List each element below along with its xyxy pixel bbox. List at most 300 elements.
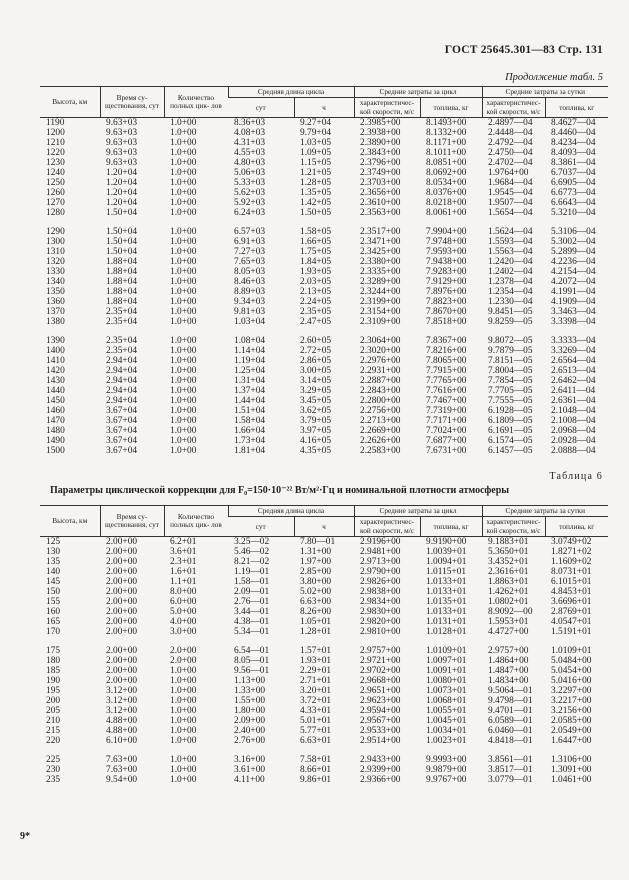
cell-cycle-fuel: 1.0073+01 (426, 686, 467, 697)
cell-cycle-fuel: 8.0376+00 (426, 188, 467, 199)
cell-cycles: 1.0+00 (170, 336, 197, 347)
table-row (40, 356, 608, 366)
cell-lifetime: 2.35+04 (106, 317, 138, 328)
cell-cycle-dv: 2.9830+00 (360, 607, 401, 618)
cell-day-fuel: 4.0547+01 (551, 617, 592, 628)
cell-cycle-days: 5.06+03 (234, 168, 266, 179)
cell-cycle-fuel: 7.8670+00 (426, 307, 467, 318)
cell-day-dv: 9.1883+01 (488, 537, 529, 548)
page-header: ГОСТ 25645.301—83 Стр. 131 (444, 44, 603, 56)
cell-cycle-fuel: 7.7915+00 (426, 366, 467, 377)
cell-cycle-dv: 2.9623+00 (360, 696, 401, 707)
cell-cycle-hours: 1.28+05 (300, 178, 332, 189)
cell-cycle-days: 3.25—02 (234, 537, 270, 548)
cell-cycle-fuel: 1.0094+01 (426, 557, 467, 568)
col-cycle-days: сут (228, 517, 294, 537)
cell-lifetime: 2.00+00 (106, 547, 138, 558)
cell-altitude: 1370 (46, 307, 65, 318)
cell-day-fuel: 4.2072—04 (551, 277, 596, 288)
cell-cycle-dv: 2.9721+00 (360, 656, 401, 667)
cell-cycles: 1.0+00 (170, 247, 197, 258)
cell-cycle-days: 7.27+03 (234, 247, 266, 258)
cell-altitude: 1290 (46, 227, 65, 238)
cell-altitude: 175 (46, 646, 61, 657)
cell-cycle-hours: 5.77+01 (300, 726, 332, 737)
cell-altitude: 1240 (46, 168, 65, 179)
cell-cycle-days: 9.81+03 (234, 307, 266, 318)
table-row (40, 158, 608, 168)
cell-altitude: 200 (46, 696, 61, 707)
cell-cycle-fuel: 7.9283+00 (426, 267, 467, 278)
cell-cycle-dv: 2.3020+00 (360, 346, 401, 357)
cell-day-fuel: 2.6462—04 (551, 376, 596, 387)
cell-cycle-dv: 2.9481+00 (360, 547, 401, 558)
cell-day-dv: 1.4864+00 (488, 656, 529, 667)
cell-cycle-hours: 3.14+05 (300, 376, 332, 387)
cell-day-dv: 1.4834+00 (488, 676, 529, 687)
cell-cycle-days: 2.76+00 (234, 736, 266, 747)
cell-cycle-days: 1.44+04 (234, 396, 266, 407)
cell-day-dv: 1.2378—04 (488, 277, 533, 288)
cell-cycles: 2.3+01 (170, 557, 197, 568)
table-row (40, 607, 608, 617)
cell-day-fuel: 6.7037—04 (551, 168, 596, 179)
cell-lifetime: 2.00+00 (106, 656, 138, 667)
cell-cycle-days: 1.19+04 (234, 356, 266, 367)
cell-day-dv: 2.4448—04 (488, 128, 533, 139)
cell-day-dv: 1.2402—04 (488, 267, 533, 278)
table-row (40, 775, 608, 785)
cell-altitude: 1330 (46, 267, 65, 278)
cell-cycles: 1.6+01 (170, 567, 197, 578)
table-row (40, 317, 608, 327)
table-row (40, 666, 608, 676)
cell-cycle-dv: 2.2713+00 (360, 416, 401, 427)
cell-altitude: 125 (46, 537, 61, 548)
cell-cycle-hours: 1.97+00 (300, 557, 332, 568)
cell-cycle-hours: 2.60+05 (300, 336, 332, 347)
cell-day-fuel: 2.6564—04 (551, 356, 596, 367)
cell-day-dv: 1.9764+00 (488, 168, 529, 179)
cell-cycle-fuel: 1.0131+01 (426, 617, 467, 628)
table-row (40, 547, 608, 557)
col-altitude: Высота, км (40, 506, 100, 537)
cell-cycles: 1.0+00 (170, 736, 197, 747)
cell-cycle-hours: 7.58+01 (300, 755, 332, 766)
cell-altitude: 1440 (46, 386, 65, 397)
table-row (40, 376, 608, 386)
cell-cycle-hours: 1.21+05 (300, 168, 332, 179)
cell-cycle-dv: 2.3425+00 (360, 247, 401, 258)
cell-cycles: 1.0+00 (170, 118, 197, 129)
cell-cycle-days: 1.13+00 (234, 676, 266, 687)
cell-cycles: 1.0+00 (170, 726, 197, 737)
cell-lifetime: 3.12+00 (106, 696, 138, 707)
col-day-dv: характеристичес- кой скорости, м/с (482, 98, 545, 118)
cell-cycles: 1.0+00 (170, 356, 197, 367)
cell-cycle-days: 8.05—01 (234, 656, 270, 667)
cell-day-dv: 6.1928—05 (488, 406, 533, 417)
cell-lifetime: 4.88+00 (106, 716, 138, 727)
cell-day-fuel: 1.6447+00 (551, 736, 592, 747)
cell-cycle-days: 5.33+03 (234, 178, 266, 189)
cell-day-dv: 2.3616+01 (488, 567, 529, 578)
cell-day-dv: 2.4792—04 (488, 138, 533, 149)
cell-day-fuel: 2.0968—04 (551, 426, 596, 437)
cell-cycle-fuel: 8.1011+00 (426, 148, 467, 159)
cell-cycles: 1.0+00 (170, 716, 197, 727)
cell-cycles: 1.0+00 (170, 376, 197, 387)
cell-cycle-fuel: 7.9748+00 (426, 237, 467, 248)
cell-cycle-hours: 5.01+01 (300, 716, 332, 727)
cell-cycle-hours: 3.20+01 (300, 686, 332, 697)
col-group-cycle-length: Средняя длина цикла (228, 87, 354, 98)
cell-cycle-days: 4.80+03 (234, 158, 266, 169)
cell-lifetime: 3.12+00 (106, 706, 138, 717)
cell-cycle-fuel: 1.0133+01 (426, 587, 467, 598)
cell-cycle-dv: 2.9366+00 (360, 775, 401, 786)
table-row (40, 426, 608, 436)
cell-altitude: 1260 (46, 188, 65, 199)
cell-cycles: 1.0+00 (170, 138, 197, 149)
cell-cycle-days: 1.66+04 (234, 426, 266, 437)
cell-cycles: 1.0+00 (170, 307, 197, 318)
cell-cycles: 1.0+00 (170, 158, 197, 169)
cell-cycle-hours: 1.31+00 (300, 547, 332, 558)
cell-cycle-dv: 2.3985+00 (360, 118, 401, 129)
table-row (40, 436, 608, 446)
cell-cycle-fuel: 1.0023+01 (426, 736, 467, 747)
table-row (40, 168, 608, 178)
cell-cycle-hours: 2.29+01 (300, 666, 332, 677)
cell-day-dv: 9.4701—01 (488, 706, 533, 717)
cell-altitude: 1230 (46, 158, 65, 169)
cell-cycles: 1.0+00 (170, 287, 197, 298)
cell-day-fuel: 5.0484+00 (551, 656, 592, 667)
cell-altitude: 155 (46, 597, 61, 608)
cell-lifetime: 2.00+00 (106, 597, 138, 608)
cell-lifetime: 1.20+04 (106, 178, 138, 189)
cell-altitude: 150 (46, 587, 61, 598)
cell-cycle-hours: 4.16+05 (300, 436, 332, 447)
cell-cycle-hours: 2.24+05 (300, 297, 332, 308)
cell-day-dv: 3.8517—01 (488, 765, 533, 776)
cell-cycle-hours: 1.93+01 (300, 656, 332, 667)
cell-day-dv: 6.1574—05 (488, 436, 533, 447)
cell-altitude: 1450 (46, 396, 65, 407)
cell-cycles: 1.0+00 (170, 775, 197, 786)
cell-cycle-hours: 2.47+05 (300, 317, 332, 328)
cell-altitude: 1210 (46, 138, 65, 149)
cell-cycles: 1.0+00 (170, 446, 197, 457)
cell-cycle-days: 9.56—01 (234, 666, 270, 677)
cell-lifetime: 1.20+04 (106, 188, 138, 199)
cell-lifetime: 1.88+04 (106, 287, 138, 298)
cell-day-fuel: 5.0416+00 (551, 676, 592, 687)
cell-cycles: 1.0+00 (170, 696, 197, 707)
cell-cycle-dv: 2.9651+00 (360, 686, 401, 697)
cell-cycle-hours: 2.35+05 (300, 307, 332, 318)
cell-cycle-dv: 2.3064+00 (360, 336, 401, 347)
cell-altitude: 230 (46, 765, 61, 776)
cell-cycle-dv: 2.9567+00 (360, 716, 401, 727)
cell-cycles: 1.0+00 (170, 208, 197, 219)
cell-cycle-days: 1.33+00 (234, 686, 266, 697)
cell-lifetime: 1.50+04 (106, 247, 138, 258)
cell-cycle-hours: 8.66+01 (300, 765, 332, 776)
cell-day-fuel: 3.2156+00 (551, 706, 592, 717)
cell-day-fuel: 1.5191+01 (551, 627, 592, 638)
cell-day-fuel: 4.2154—04 (551, 267, 596, 278)
cell-altitude: 170 (46, 627, 61, 638)
cell-cycle-fuel: 7.9593+00 (426, 247, 467, 258)
cell-cycle-hours: 4.33+01 (300, 706, 332, 717)
cell-cycle-hours: 7.80—01 (300, 537, 336, 548)
cell-lifetime: 2.00+00 (106, 676, 138, 687)
cell-cycle-days: 2.76—01 (234, 597, 270, 608)
cell-day-dv: 2.4750—04 (488, 148, 533, 159)
cell-cycle-dv: 2.2583+00 (360, 446, 401, 457)
cell-cycle-days: 3.61+00 (234, 765, 266, 776)
table-row (40, 227, 608, 237)
cell-cycle-dv: 2.9838+00 (360, 587, 401, 598)
cell-lifetime: 1.20+04 (106, 168, 138, 179)
cell-altitude: 225 (46, 755, 61, 766)
cell-cycle-fuel: 1.0039+01 (426, 547, 467, 558)
cell-cycle-fuel: 8.1171+00 (426, 138, 467, 149)
table-row (40, 247, 608, 257)
table-row (40, 257, 608, 267)
cell-cycle-fuel: 1.0133+01 (426, 577, 467, 588)
cell-day-fuel: 3.0749+02 (551, 537, 592, 548)
cell-cycles: 1.0+00 (170, 237, 197, 248)
cell-day-fuel: 5.3106—04 (551, 227, 596, 238)
cell-day-fuel: 6.6643—04 (551, 198, 596, 209)
cell-cycle-hours: 3.62+05 (300, 406, 332, 417)
cell-lifetime: 2.00+00 (106, 577, 138, 588)
cell-day-fuel: 2.6513—04 (551, 366, 596, 377)
cell-cycle-fuel: 7.8216+00 (426, 346, 467, 357)
cell-day-dv: 3.4352+01 (488, 557, 529, 568)
table-row (40, 726, 608, 736)
cell-day-fuel: 1.8271+02 (551, 547, 592, 558)
cell-cycle-days: 2.09—01 (234, 587, 270, 598)
cell-day-fuel: 5.3002—04 (551, 237, 596, 248)
cell-lifetime: 2.00+00 (106, 567, 138, 578)
cell-day-dv: 6.1691—05 (488, 426, 533, 437)
cell-day-fuel: 2.6411—04 (551, 386, 596, 397)
cell-cycle-fuel: 1.0097+01 (426, 656, 467, 667)
cell-lifetime: 6.10+00 (106, 736, 138, 747)
cell-cycle-days: 4.08+03 (234, 128, 266, 139)
cell-cycle-days: 7.65+03 (234, 257, 266, 268)
cell-cycle-hours: 1.15+05 (300, 158, 332, 169)
cell-day-fuel: 3.3269—04 (551, 346, 596, 357)
cell-lifetime: 2.00+00 (106, 627, 138, 638)
cell-altitude: 1200 (46, 128, 65, 139)
cell-cycle-hours: 1.50+05 (300, 208, 332, 219)
cell-altitude: 1360 (46, 297, 65, 308)
cell-cycle-days: 2.40+00 (234, 726, 266, 737)
cell-altitude: 180 (46, 656, 61, 667)
cell-day-dv: 1.5563—04 (488, 247, 533, 258)
cell-cycle-fuel: 7.9129+00 (426, 277, 467, 288)
cell-lifetime: 9.63+03 (106, 148, 138, 159)
cell-cycle-hours: 1.57+01 (300, 646, 332, 657)
cell-lifetime: 2.94+04 (106, 396, 138, 407)
cell-cycle-dv: 2.2800+00 (360, 396, 401, 407)
cell-cycle-dv: 2.9757+00 (360, 646, 401, 657)
cell-day-dv: 1.5624—04 (488, 227, 533, 238)
cell-day-fuel: 6.6905—04 (551, 178, 596, 189)
cell-lifetime: 1.20+04 (106, 198, 138, 209)
cell-day-dv: 2.4702—04 (488, 158, 533, 169)
cell-lifetime: 2.94+04 (106, 386, 138, 397)
cell-cycle-fuel: 7.7319+00 (426, 406, 467, 417)
cell-lifetime: 2.00+00 (106, 587, 138, 598)
table-row (40, 686, 608, 696)
cell-cycles: 8.0+00 (170, 587, 197, 598)
cell-day-fuel: 3.3463—04 (551, 307, 596, 318)
cell-day-dv: 1.2330—04 (488, 297, 533, 308)
cell-cycle-fuel: 7.8976+00 (426, 287, 467, 298)
cell-altitude: 1390 (46, 336, 65, 347)
col-cycle-hours: ч (294, 517, 354, 537)
table-row (40, 567, 608, 577)
cell-day-fuel: 2.0888—04 (551, 446, 596, 457)
cell-day-fuel: 8.4093—04 (551, 148, 596, 159)
cell-cycle-dv: 2.3109+00 (360, 317, 401, 328)
cell-cycle-days: 1.81+04 (234, 446, 266, 457)
table-continuation-label: Продолжение табл. 5 (505, 72, 603, 83)
cell-cycle-days: 8.05+03 (234, 267, 266, 278)
cell-altitude: 1400 (46, 346, 65, 357)
cell-cycle-fuel: 7.8065+00 (426, 356, 467, 367)
cell-cycles: 1.0+00 (170, 755, 197, 766)
cell-cycle-days: 1.58—01 (234, 577, 270, 588)
table-row (40, 696, 608, 706)
table-row (40, 537, 608, 548)
table-row (40, 307, 608, 317)
cell-cycle-fuel: 7.7467+00 (426, 396, 467, 407)
cell-cycle-hours: 3.79+05 (300, 416, 332, 427)
cell-cycles: 3.6+01 (170, 547, 197, 558)
cell-day-fuel: 5.0454+00 (551, 666, 592, 677)
cell-cycle-days: 9.34+03 (234, 297, 266, 308)
col-altitude: Высота, км (40, 87, 100, 118)
cell-day-dv: 7.8151—05 (488, 356, 533, 367)
cell-cycle-days: 4.55+03 (234, 148, 266, 159)
cell-day-fuel: 8.4234—04 (551, 138, 596, 149)
cell-cycle-hours: 1.03+05 (300, 138, 332, 149)
cell-day-fuel: 2.0549+00 (551, 726, 592, 737)
cell-cycle-hours: 2.71+01 (300, 676, 332, 687)
cell-altitude: 1470 (46, 416, 65, 427)
table-row (40, 587, 608, 597)
cell-day-dv: 6.0460—01 (488, 726, 533, 737)
cell-cycles: 1.0+00 (170, 128, 197, 139)
cell-day-dv: 6.0589—01 (488, 716, 533, 727)
table-row (40, 557, 608, 567)
cell-cycles: 1.0+00 (170, 188, 197, 199)
cell-day-fuel: 1.3091+00 (551, 765, 592, 776)
cell-day-fuel: 2.1048—04 (551, 406, 596, 417)
table-row (40, 148, 608, 158)
cell-day-fuel: 2.0585+00 (551, 716, 592, 727)
col-lifetime: Время су- ществования, сут (100, 87, 164, 118)
cell-day-dv: 4.4727+00 (488, 627, 529, 638)
cell-cycle-days: 1.14+04 (234, 346, 266, 357)
cell-day-dv: 8.9092—00 (488, 607, 533, 618)
cell-cycle-fuel: 8.0851+00 (426, 158, 467, 169)
cell-cycles: 1.0+00 (170, 666, 197, 677)
cell-cycle-fuel: 1.0055+01 (426, 706, 467, 717)
cell-day-dv: 7.7705—05 (488, 386, 533, 397)
cell-cycle-days: 1.80+00 (234, 706, 266, 717)
cell-cycle-fuel: 7.7616+00 (426, 386, 467, 397)
cell-cycle-days: 6.54—01 (234, 646, 270, 657)
cell-cycles: 1.0+00 (170, 396, 197, 407)
cell-altitude: 210 (46, 716, 61, 727)
row-group-gap (40, 218, 608, 227)
cell-cycle-fuel: 1.0091+01 (426, 666, 467, 677)
col-cycle-dv: характеристичес- кой скорости, м/с (354, 517, 420, 537)
cell-cycle-dv: 2.9514+00 (360, 736, 401, 747)
cell-cycle-dv: 2.2669+00 (360, 426, 401, 437)
cell-lifetime: 3.12+00 (106, 686, 138, 697)
cell-altitude: 1350 (46, 287, 65, 298)
table-row (40, 188, 608, 198)
cell-lifetime: 9.63+03 (106, 128, 138, 139)
cell-lifetime: 9.63+03 (106, 158, 138, 169)
cell-lifetime: 2.00+00 (106, 607, 138, 618)
cell-day-fuel: 8.4460—04 (551, 128, 596, 139)
cell-cycle-hours: 5.02+00 (300, 587, 332, 598)
cell-day-dv: 9.8259—05 (488, 317, 533, 328)
cell-cycles: 1.0+00 (170, 257, 197, 268)
cell-cycles: 1.0+00 (170, 366, 197, 377)
col-lifetime: Время су- ществования, сут (100, 506, 164, 537)
cell-cycle-dv: 2.9820+00 (360, 617, 401, 628)
table-row (40, 656, 608, 666)
col-group-cycle-length: Средняя длина цикла (228, 506, 354, 517)
cell-altitude: 165 (46, 617, 61, 628)
cell-lifetime: 9.63+03 (106, 118, 138, 129)
cell-cycle-fuel: 7.8367+00 (426, 336, 467, 347)
cell-lifetime: 3.67+04 (106, 426, 138, 437)
table-5 (40, 86, 608, 456)
cell-altitude: 1410 (46, 356, 65, 367)
table-6-title: Параметры циклической коррекции для F₀=150·10⁻²² Вт/м²·Гц и номинальной плотности атмосферы (50, 485, 510, 496)
cell-cycle-hours: 1.58+05 (300, 227, 332, 238)
cell-cycle-days: 1.73+04 (234, 436, 266, 447)
cell-lifetime: 3.67+04 (106, 436, 138, 447)
cell-cycle-dv: 2.3796+00 (360, 158, 401, 169)
cell-altitude: 1480 (46, 426, 65, 437)
cell-cycle-dv: 2.2931+00 (360, 366, 401, 377)
table-row (40, 208, 608, 218)
cell-cycle-dv: 2.3563+00 (360, 208, 401, 219)
col-group-cost-day: Средние затраты за сутки (482, 506, 608, 517)
col-cycle-days: сут (228, 98, 294, 118)
col-group-cost-cycle: Средние затраты за цикл (354, 506, 482, 517)
cell-lifetime: 7.63+00 (106, 755, 138, 766)
cell-lifetime: 9.63+03 (106, 138, 138, 149)
cell-cycle-hours: 1.93+05 (300, 267, 332, 278)
cell-cycle-dv: 2.3199+00 (360, 297, 401, 308)
cell-cycle-days: 3.16+00 (234, 755, 266, 766)
cell-cycle-days: 5.34—01 (234, 627, 270, 638)
